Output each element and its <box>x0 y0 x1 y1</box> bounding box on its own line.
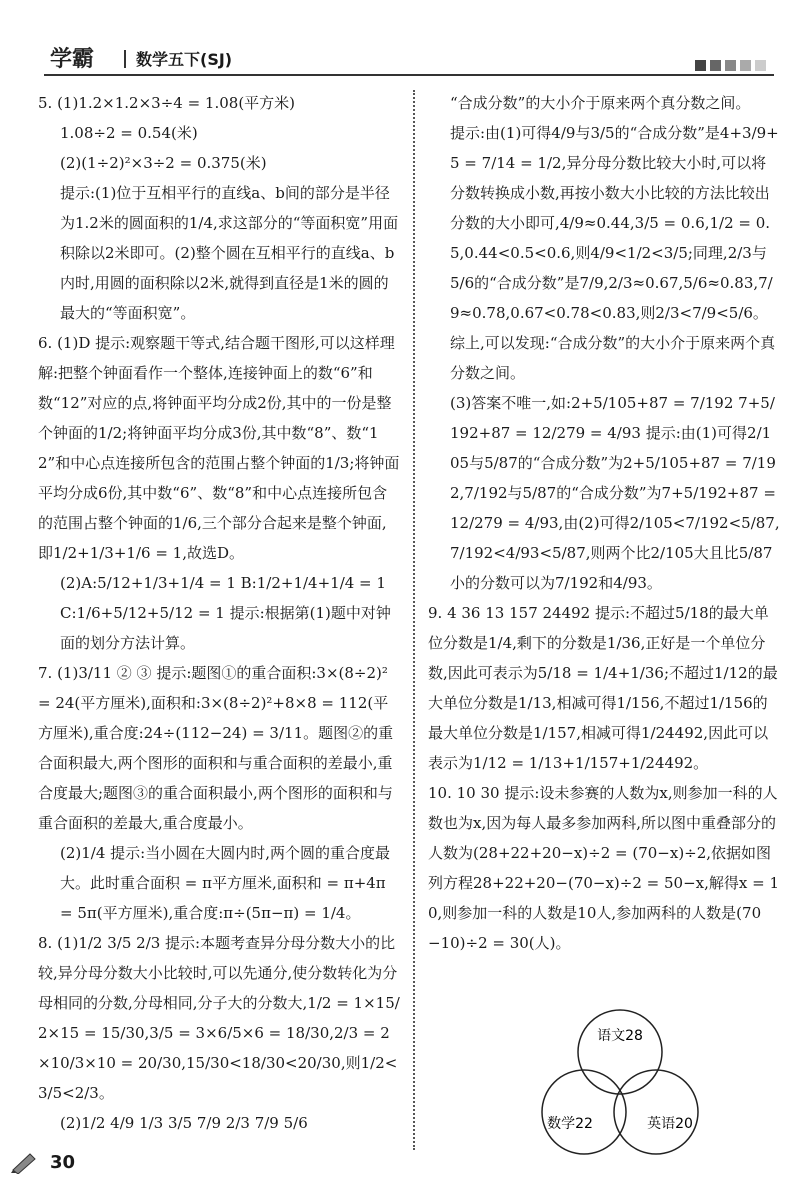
column-divider <box>413 90 415 1150</box>
header-separator <box>124 50 126 68</box>
square-icon <box>740 60 751 71</box>
answer-8-2-conclusion: “合成分数”的大小介于原来两个真分数之间。 <box>450 94 751 112</box>
square-icon <box>725 60 736 71</box>
logo: 学霸 <box>50 47 95 72</box>
left-column <box>38 88 400 1138</box>
answer-5-2: (2)(1÷2)²×3÷2 = 0.375(米) <box>60 154 267 172</box>
answer-8-1: 8. (1)1/2 3/5 2/3 提示:本题考查异分母分数大小的比较,异分母分数大小比较时,可以先通分,使分数转化为分母相同的分数,分母相同,分子大的分数大,1/2 = 1×15/2×15 = 15/30,3/5 = 3×6/5×6 = 18/30,2/3 = 2×10/3×10 = 20/30,15/30<18/30<20/30,则1/2<3/5<2/3。 <box>38 934 400 1102</box>
hint-8-2: 提示:由(1)可得4/9与3/5的“合成分数”是4+3/9+5 = 7/14 = 1/2,异分母分数比较大小时,可以将分数转换成小数,再按小数大小比较的方法比较出分数的大小即可,4/9≈0.44,3/5 = 0.6,1/2 = 0.5,0.44<0.5<0.6,则4/9<1/2<3/5;同理,2/3与5/6的“合成分数”是7/9,2/3≈0.67,5/6≈0.83,7/9≈0.78,0.67<0.78<0.83,则2/3<7/9<5/6。综上,可以发现:“合成分数”的大小介于原来两个真分数之间。 <box>450 124 779 382</box>
answer-8-2: (2)1/2 4/9 1/3 3/5 7/9 2/3 7/9 5/6 <box>60 1114 308 1132</box>
pencil-icon <box>10 1150 38 1174</box>
answer-5-1b: 1.08÷2 = 0.54(米) <box>60 124 198 142</box>
answer-5-1: 5. (1)1.2×1.2×3÷4 = 1.08(平方米) <box>38 94 296 112</box>
square-icon <box>755 60 766 71</box>
answer-8-3: (3)答案不唯一,如:2+5/105+87 = 7/192 7+5/192+87 = 12/279 = 4/93 提示:由(1)可得2/105与5/87的“合成分数”为2+5/105+87 = 7/192,7/192与5/87的“合成分数”为7+5/192+87 = 12/279 = 4/93,由(2)可得2/105<7/192<5/87,7/192<4/93<5/87,则两个比2/105大且比5/87小的分数可以为7/192和4/93。 <box>450 394 780 592</box>
header-squares <box>691 56 766 75</box>
square-icon <box>710 60 721 71</box>
answer-10: 10. 10 30 提示:设未参赛的人数为x,则参加一科的人数也为x,因为每人最多参加两科,所以图中重叠部分的人数为(28+22+20−x)÷2 = (70−x)÷2,依据如图列方程28+22+20−(70−x)÷2 = 50−x,解得x = 10,则参加一科的人数是10人,参加两科的人数是(70−10)÷2 = 30(人)。 <box>428 784 779 952</box>
venn-circle-chinese <box>578 1010 662 1094</box>
hint-5: 提示:(1)位于互相平行的直线a、b间的部分是半径为1.2米的圆面积的1/4,求这部分的“等面积宽”用面积除以2米即可。(2)整个圆在互相平行的直线a、b内时,用圆的面积除以2米,就得到直径是1米的圆的最大的“等面积宽”。 <box>60 184 399 322</box>
venn-label-chinese: 语文28 <box>597 1028 643 1044</box>
answer-6-2: (2)A:5/12+1/3+1/4 = 1 B:1/2+1/4+1/4 = 1 C:1/6+5/12+5/12 = 1 提示:根据第(1)题中对钟面的划分方法计算。 <box>60 574 391 652</box>
venn-label-math: 数学22 <box>547 1116 593 1132</box>
page-number: 30 <box>50 1152 76 1173</box>
venn-label-english: 英语20 <box>647 1116 693 1132</box>
right-column <box>428 88 780 958</box>
answer-6-1: 6. (1)D 提示:观察题干等式,结合题干图形,可以这样理解:把整个钟面看作一个整体,连接钟面上的数“6”和数“12”对应的点,将钟面平均分成2份,其中的一份是整个钟面的1/2;将钟面平均分成3份,其中数“8”、数“12”和中心点连接所包含的范围占整个钟面的1/3;将钟面平均分成6份,其中数“6”、数“8”和中心点连接所包含的范围占整个钟面的1/6,三个部分合起来是整个钟面,即1/2+1/3+1/6 = 1,故选D。 <box>38 334 400 562</box>
header <box>44 38 774 76</box>
book-title: 数学五下(SJ) <box>136 50 233 69</box>
answer-9: 9. 4 36 13 157 24492 提示:不超过5/18的最大单位分数是1/4,剩下的分数是1/36,正好是一个单位分数,因此可表示为5/18 = 1/4+1/36;不超过1/12的最大单位分数是1/13,相减可得1/156,不超过1/156的最大单位分数是1/157,相减可得1/24492,因此可以表示为1/12 = 1/13+1/157+1/24492。 <box>428 604 778 772</box>
answer-7-2: (2)1/4 提示:当小圆在大圆内时,两个圆的重合度最大。此时重合面积 = π平方厘米,面积和 = π+4π = 5π(平方厘米),重合度:π÷(5π−π) = 1/4。 <box>60 844 390 922</box>
square-icon <box>695 60 706 71</box>
venn-diagram <box>520 1000 720 1160</box>
answer-7-1: 7. (1)3/11 ② ③ 提示:题图①的重合面积:3×(8÷2)² = 24(平方厘米),面积和:3×(8÷2)²+8×8 = 112(平方厘米),重合度:24÷(112−24) = 3/11。题图②的重合面积最大,两个图形的面积和与重合面积的差最小,重合度最大;题图③的重合面积最小,两个图形的面积和与重合面积的差最大,重合度最小。 <box>38 664 394 832</box>
